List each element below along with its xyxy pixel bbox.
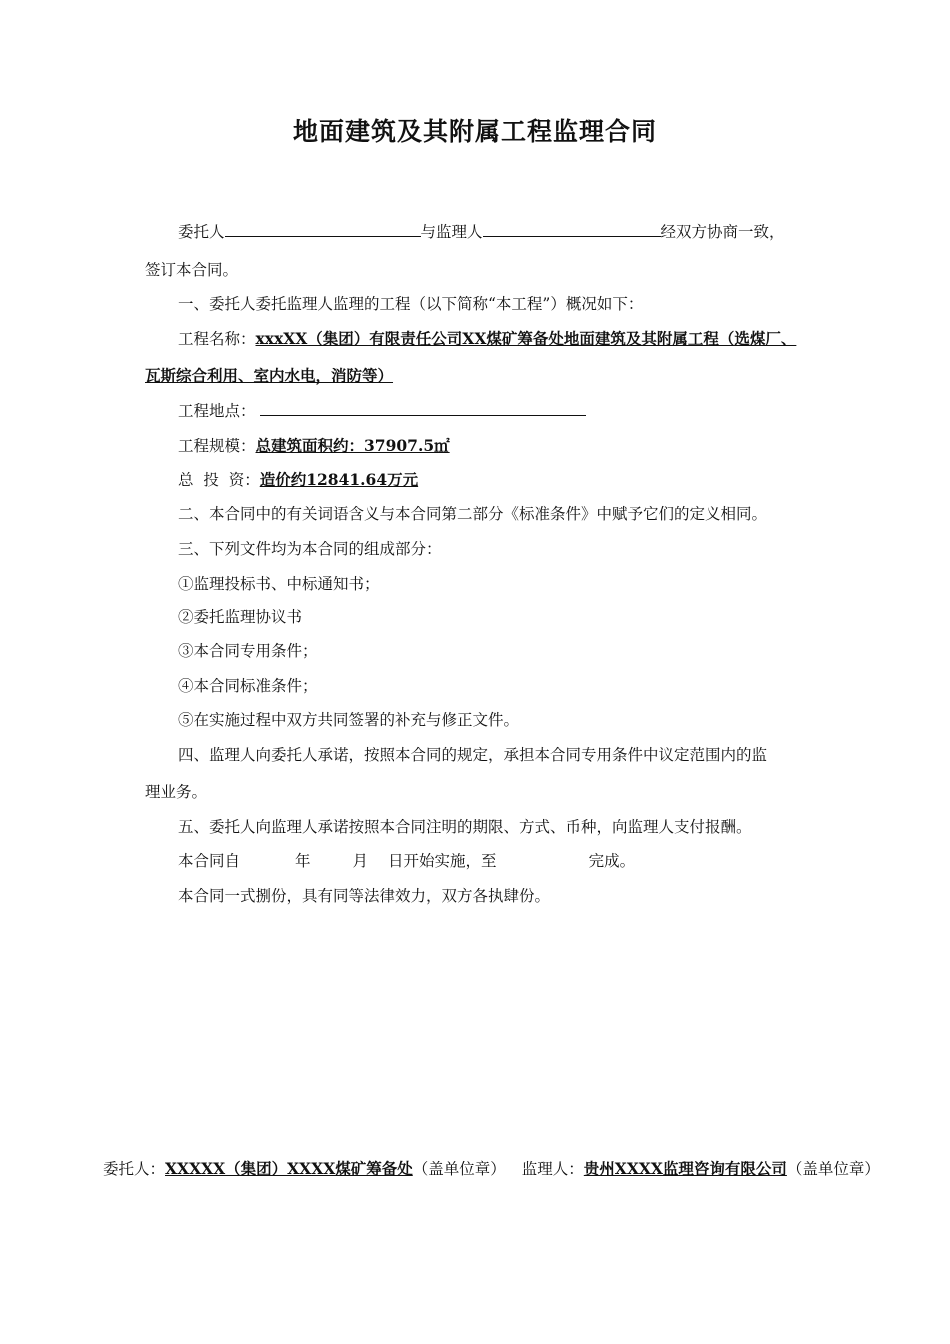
project-investment-label: 总 投 资： bbox=[178, 471, 260, 489]
document-item: ①监理投标书、中标通知书； bbox=[178, 575, 380, 593]
section2-text: 二、本合同中的有关词语含义与本合同第二部分《标准条件》中赋予它们的定义相同。 bbox=[178, 505, 768, 523]
document-item: ④本合同标准条件； bbox=[178, 677, 318, 695]
project-location-label: 工程地点： bbox=[178, 402, 256, 420]
supervisor-blank bbox=[483, 221, 661, 237]
signature-supervisor-seal: （盖单位章） bbox=[786, 1160, 880, 1178]
signature-client-seal: （盖单位章） bbox=[412, 1160, 506, 1178]
period-start: 本合同自 bbox=[178, 852, 241, 870]
project-location-line bbox=[178, 400, 586, 421]
period-month: 月 bbox=[352, 852, 369, 870]
section3-heading: 三、下列文件均为本合同的组成部分： bbox=[178, 540, 442, 558]
signature-client-label: 委托人： bbox=[103, 1160, 166, 1178]
project-name-line bbox=[178, 329, 796, 349]
section4-line2: 理业务。 bbox=[145, 783, 208, 801]
project-investment-value: 造价约12841.64万元 bbox=[259, 470, 419, 489]
client-blank bbox=[225, 221, 421, 237]
project-name-label: 工程名称： bbox=[178, 330, 256, 348]
project-name-value-1: xxxXX（集团）有限责任公司XX煤矿筹备处地面建筑及其附属工程（选煤厂、 bbox=[255, 329, 797, 348]
signature-line bbox=[103, 1159, 880, 1179]
section4-line1: 四、监理人向委托人承诺，按照本合同的规定，承担本合同专用条件中议定范围内的监 bbox=[178, 746, 768, 764]
supervisor-label: 与监理人 bbox=[420, 223, 483, 241]
signature-client-name: XXXXX（集团）XXXX煤矿筹备处 bbox=[165, 1159, 413, 1178]
period-day: 日开始实施，至 bbox=[388, 852, 497, 870]
project-scale-value: 总建筑面积约：37907.5㎡ bbox=[255, 436, 450, 455]
document-item: ③本合同专用条件； bbox=[178, 642, 318, 660]
sign-line: 签订本合同。 bbox=[145, 261, 239, 279]
signature-supervisor-label: 监理人： bbox=[521, 1160, 584, 1178]
period-year: 年 bbox=[295, 852, 311, 870]
project-scale-label: 工程规模： bbox=[178, 437, 256, 455]
project-location-blank bbox=[260, 400, 586, 416]
document-title: 地面建筑及其附属工程监理合同 bbox=[292, 117, 657, 146]
signature-supervisor-name: 贵州XXXX监理咨询有限公司 bbox=[583, 1159, 787, 1178]
consult-text: 经双方协商一致， bbox=[660, 223, 785, 241]
contract-period-line bbox=[178, 851, 635, 871]
document-item: ②委托监理协议书 bbox=[178, 608, 303, 626]
project-scale-line bbox=[178, 436, 450, 456]
intro-line bbox=[178, 221, 785, 242]
period-end: 完成。 bbox=[588, 852, 636, 870]
section5-text: 五、委托人向监理人承诺按照本合同注明的期限、方式、币种，向监理人支付报酬。 bbox=[178, 818, 752, 836]
document-item: ⑤在实施过程中双方共同签署的补充与修正文件。 bbox=[178, 711, 520, 729]
client-label: 委托人 bbox=[178, 223, 225, 241]
copies-text: 本合同一式捌份，具有同等法律效力，双方各执肆份。 bbox=[178, 887, 551, 905]
project-investment-line bbox=[178, 470, 418, 490]
section1-heading: 一、委托人委托监理人监理的工程（以下简称“本工程”）概况如下： bbox=[178, 295, 644, 313]
project-name-value-2: 瓦斯综合利用、室内水电，消防等） bbox=[145, 366, 394, 385]
